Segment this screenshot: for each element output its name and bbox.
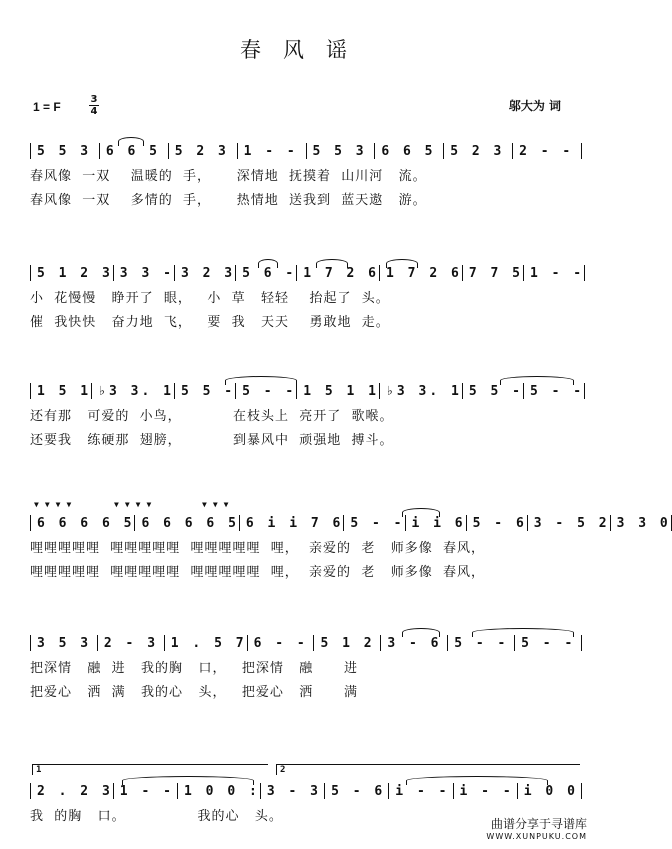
tie-arc <box>122 776 254 785</box>
measure: 1 7 2 6 <box>386 265 462 281</box>
measure: 6 - - <box>253 635 308 651</box>
watermark-url: WWW.XUNPUKU.COM <box>486 832 587 841</box>
measure: i 0 0 <box>523 783 578 799</box>
measure: 1 0 0 : <box>184 783 260 799</box>
measure: 5 1 2 3 <box>37 265 113 281</box>
measure: 5 5 3 <box>37 143 92 159</box>
lyric-verse-1: 春风像 一双 温暖的 手， 深情地 抚摸着 山川河 流。 <box>30 168 427 184</box>
measure: 3 - 3 <box>266 783 321 799</box>
measure: 5 5 - <box>468 383 523 399</box>
staccato-marks: ▼▼▼▼ <box>34 500 78 509</box>
tie-arc <box>472 628 574 637</box>
lyricist-credit: 邬大为 词 <box>508 99 561 113</box>
measure: 5 2 3 <box>450 143 505 159</box>
slur-arc <box>118 137 144 146</box>
tie-arc <box>406 776 548 785</box>
measure: 1 - - <box>119 783 174 799</box>
notation-line <box>30 765 582 802</box>
time-signature-top: 3 <box>90 94 98 105</box>
score-system-3 <box>30 380 585 450</box>
measure: 6 6 6 6 5 <box>37 515 135 531</box>
song-title: 春风谣 <box>240 38 369 62</box>
measure: 5 - - <box>454 635 509 651</box>
measure: 5 - 6 <box>472 515 527 531</box>
measure: 1 5 1 <box>37 383 92 399</box>
measure: 5 - - <box>242 383 297 399</box>
measure: 3 2 3 <box>180 265 236 281</box>
lyric-verse-2: 春风像 一双 多情的 手， 热情地 送我到 蓝天遨 游。 <box>30 192 427 208</box>
tie-arc <box>500 376 574 385</box>
volta-ending-2: 2 <box>276 764 580 775</box>
measure: 1 - - <box>243 143 298 159</box>
measure: i i 6 <box>411 515 466 531</box>
measure: 5 1 2 <box>320 635 375 651</box>
notation-line <box>30 140 582 162</box>
lyric-verse-2: 哩哩哩哩哩 哩哩哩哩哩 哩哩哩哩哩 哩， 亲爱的 老 师多像 春风， <box>30 564 485 580</box>
bar-line <box>581 143 582 159</box>
lyric-verse-1: 哩哩哩哩哩 哩哩哩哩哩 哩哩哩哩哩 哩， 亲爱的 老 师多像 春风， <box>30 540 485 556</box>
measure: 3 3 0 <box>616 515 671 531</box>
watermark-name: 曲谱分享于寻谱库 <box>490 817 587 831</box>
slur-arc <box>316 259 348 268</box>
measure: i - - <box>395 783 450 799</box>
measure: 1 . 5 7 <box>170 635 247 651</box>
measure: i - - <box>459 783 514 799</box>
lyric-verse-2: 催 我快快 奋力地 飞， 要 我 天天 勇敢地 走。 <box>30 314 390 330</box>
lyric-verse-1: 把深情 融 进 我的胸 口， 把深情 融 进 <box>30 660 359 676</box>
score-system-5 <box>30 632 582 702</box>
measure: 5 - - <box>521 635 576 651</box>
measure: 5 5 - <box>180 383 236 399</box>
score-system-1 <box>30 140 582 210</box>
lyric-verse-1: 我 的胸 口。 我的心 头。 <box>30 808 283 824</box>
lyric-verse-2: 把爱心 洒 满 我的心 头， 把爱心 洒 满 <box>30 684 359 700</box>
score-system-2 <box>30 262 585 332</box>
staccato-marks: ▼▼▼▼ <box>114 500 158 509</box>
measure: 5 5 3 <box>312 143 367 159</box>
measure: 1 - - <box>529 265 585 281</box>
measure: ♭3 3. 1 <box>98 383 174 399</box>
bar-line <box>584 383 585 399</box>
measure: ♭3 3. 1 <box>386 383 462 399</box>
measure: 5 - 6 <box>331 783 386 799</box>
watermark <box>486 815 587 841</box>
slur-arc <box>386 259 418 268</box>
measure: 2 - - <box>519 143 574 159</box>
measure: 6 i i 7 6 <box>245 515 344 531</box>
measure: 2 - 3 <box>103 635 159 651</box>
tie-arc <box>225 376 297 385</box>
volta-ending-1: 1 <box>32 764 268 775</box>
measure: 5 - - <box>350 515 405 531</box>
measure: 3 - 6 <box>387 635 442 651</box>
measure: 5 6 - <box>242 265 297 281</box>
measure: 3 3 - <box>119 265 174 281</box>
measure: 3 5 3 <box>37 635 92 651</box>
time-signature-bottom: 4 <box>90 106 98 117</box>
key-signature: 1 = F <box>33 100 61 114</box>
measure: 6 6 5 <box>105 143 161 159</box>
slur-arc <box>258 259 278 268</box>
score-system-4 <box>30 500 671 582</box>
slur-arc <box>402 628 440 637</box>
notation-line <box>30 262 585 284</box>
slur-arc <box>402 508 440 517</box>
notation-line <box>30 380 585 402</box>
time-signature <box>89 94 99 117</box>
lyric-verse-1: 还有那 可爱的 小鸟， 在枝头上 亮开了 歌喉。 <box>30 408 394 424</box>
lyric-verse-1: 小 花慢慢 睁开了 眼， 小 草 轻轻 抬起了 头。 <box>30 290 390 306</box>
bar-line <box>584 265 585 281</box>
measure: 3 - 5 2 <box>533 515 610 531</box>
bar-line <box>581 635 582 651</box>
measure: 6 6 5 <box>381 143 436 159</box>
notation-line <box>30 500 671 534</box>
measure: 1 7 2 6 <box>303 265 380 281</box>
measure: 7 7 5 <box>468 265 523 281</box>
bar-line <box>581 783 582 799</box>
measure: 5 2 3 <box>174 143 229 159</box>
measure: 6 6 6 6 5 <box>141 515 239 531</box>
measure: 5 - - <box>529 383 585 399</box>
lyric-verse-2: 还要我 练硬那 翅膀， 到暴风中 顽强地 搏斗。 <box>30 432 394 448</box>
notation-line <box>30 632 582 654</box>
measure: 2 . 2 3 <box>37 783 113 799</box>
measure: 1 5 1 1 <box>303 383 380 399</box>
staccato-marks: ▼▼▼ <box>202 500 235 509</box>
